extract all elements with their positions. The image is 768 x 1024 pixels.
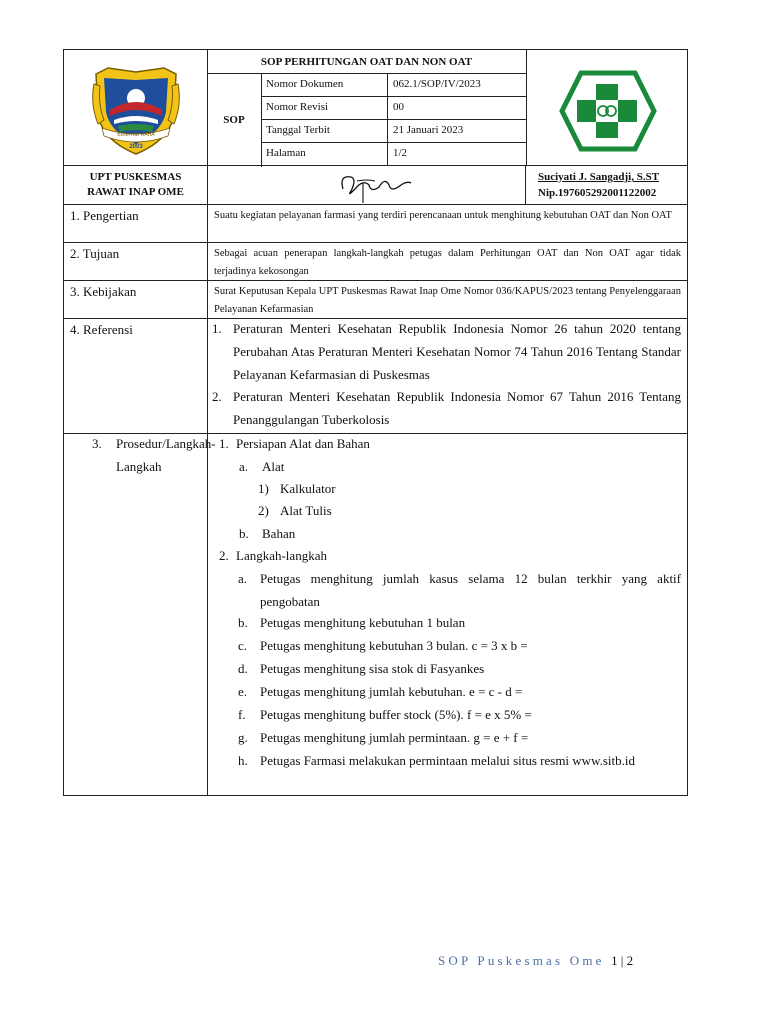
row-tujuan: [63, 242, 688, 281]
step-letter: c.: [238, 638, 248, 653]
meta-value: 21 Januari 2023: [393, 124, 464, 136]
procedure-label: Prosedur/Langkah-: [116, 436, 216, 451]
meta-row-nomor-dokumen: [262, 74, 526, 97]
page-footer: [438, 953, 636, 969]
meta-value: 1/2: [393, 147, 408, 159]
unit-name-line2: RAWAT INAP OME: [87, 186, 184, 198]
unit-signature-row: [63, 165, 688, 205]
footer-page-number: 1|2: [611, 953, 637, 968]
meta-key: Tanggal Terbit: [262, 120, 388, 142]
row-kebijakan: [63, 280, 688, 319]
signer-name: Suciyati J. Sangadji, S.ST: [538, 171, 660, 183]
item-number: 1): [258, 481, 269, 496]
sub-step-title: Bahan: [262, 526, 296, 541]
row-pengertian: [63, 204, 688, 243]
item-text: Kalkulator: [280, 481, 336, 496]
procedure-label-number: 3.: [92, 436, 102, 451]
emblem-year-text: 2003: [129, 144, 143, 150]
signature-icon: [333, 167, 413, 207]
meta-row-tanggal-terbit: [262, 120, 526, 143]
step-text: Petugas menghitung jumlah kebutuhan. e = c - d =: [260, 684, 523, 699]
signer-nip: Nip.197605292001122002: [538, 187, 657, 199]
section-label: 4. Referensi: [64, 318, 208, 433]
meta-key: Nomor Dokumen: [262, 74, 388, 96]
signer-block: [538, 169, 659, 201]
step-letter: h.: [238, 753, 248, 768]
step-number: 2.: [219, 548, 229, 563]
step-letter: d.: [238, 661, 248, 676]
reference-item: Peraturan Menteri Kesehatan Republik Indonesia Nomor 67 Tahun 2016 Tentang Penanggulangan Tuberkolosis: [233, 389, 681, 427]
reference-number: 1.: [212, 321, 222, 336]
step-text: Petugas menghitung jumlah kasus selama 12 bulan terkhir yang aktif pengobatan: [260, 571, 681, 609]
reference-number: 2.: [212, 389, 222, 404]
step-letter: a.: [238, 571, 248, 586]
unit-name-line1: UPT PUSKESMAS: [89, 171, 182, 183]
step-title: Langkah-langkah: [236, 548, 327, 563]
section-label: 3. Kebijakan: [64, 280, 208, 318]
divider: [526, 50, 527, 165]
signature-cell: [208, 165, 526, 204]
unit-name: [64, 165, 208, 204]
row-referensi: [63, 318, 688, 434]
step-letter: g.: [238, 730, 248, 745]
footer-text: SOP Puskesmas Ome: [438, 953, 605, 968]
item-number: 2): [258, 503, 269, 518]
step-number: 1.: [219, 436, 229, 451]
step-title: Persiapan Alat dan Bahan: [236, 436, 370, 451]
header-table: [63, 49, 688, 166]
meta-value: 062.1/SOP/IV/2023: [393, 78, 481, 90]
step-text: Petugas menghitung sisa stok di Fasyankes: [260, 661, 485, 676]
sub-step-title: Alat: [262, 459, 285, 474]
reference-item: Peraturan Menteri Kesehatan Republik Indonesia Nomor 26 tahun 2020 tentang Perubahan Atas Peraturan Menteri Kesehatan Nomor 74 Tahun 2016 Tentang Standar Pelayanan Kefarmasian di Puskesmas: [233, 321, 681, 382]
sub-step-letter: a.: [239, 459, 249, 474]
section-content: Sebagai acuan penerapan langkah-langkah petugas dalam Perhitungan OAT dan Non OAT agar tidak terjadinya kekosongan: [214, 248, 681, 277]
step-text: Petugas Farmasi melakukan permintaan melalui situs resmi www.sitb.id: [260, 753, 636, 768]
regional-emblem-icon: [88, 64, 184, 156]
sop-label: SOP: [207, 74, 262, 167]
item-text: Alat Tulis: [280, 503, 332, 518]
meta-row-nomor-revisi: [262, 97, 526, 120]
section-content: Surat Keputusan Kepala UPT Puskesmas Rawat Inap Ome Nomor 036/KAPUS/2023 tentang Penyelenggaraan Pelayanan Kefarmasian: [214, 286, 681, 315]
meta-value: 00: [393, 101, 404, 113]
step-letter: e.: [238, 684, 248, 699]
emblem-banner-text: BUMI KIE RAHA: [117, 132, 155, 138]
section-label: 2. Tujuan: [64, 242, 208, 280]
step-text: Petugas menghitung jumlah permintaan. g = e + f =: [260, 730, 529, 745]
step-text: Petugas menghitung kebutuhan 3 bulan. c = 3 x b =: [260, 638, 528, 653]
meta-key: Nomor Revisi: [262, 97, 388, 119]
section-label: 1. Pengertian: [64, 204, 208, 242]
step-text: Petugas menghitung kebutuhan 1 bulan: [260, 615, 466, 630]
step-text: Petugas menghitung buffer stock (5%). f = e x 5% =: [260, 707, 532, 722]
puskesmas-logo-icon: [559, 70, 657, 152]
document-title: SOP PERHITUNGAN OAT DAN NON OAT: [207, 50, 526, 74]
procedure-label-cont: Langkah: [116, 459, 162, 474]
meta-row-halaman: [262, 143, 526, 166]
section-label-cell: [64, 433, 208, 795]
section-content: Suatu kegiatan pelayanan farmasi yang terdiri perencanaan untuk menghitung kebutuhan OAT dan Non OAT: [214, 210, 672, 221]
step-letter: f.: [238, 707, 246, 722]
row-prosedur: [63, 433, 688, 796]
meta-key: Halaman: [262, 143, 388, 166]
sub-step-letter: b.: [239, 526, 249, 541]
step-letter: b.: [238, 615, 248, 630]
